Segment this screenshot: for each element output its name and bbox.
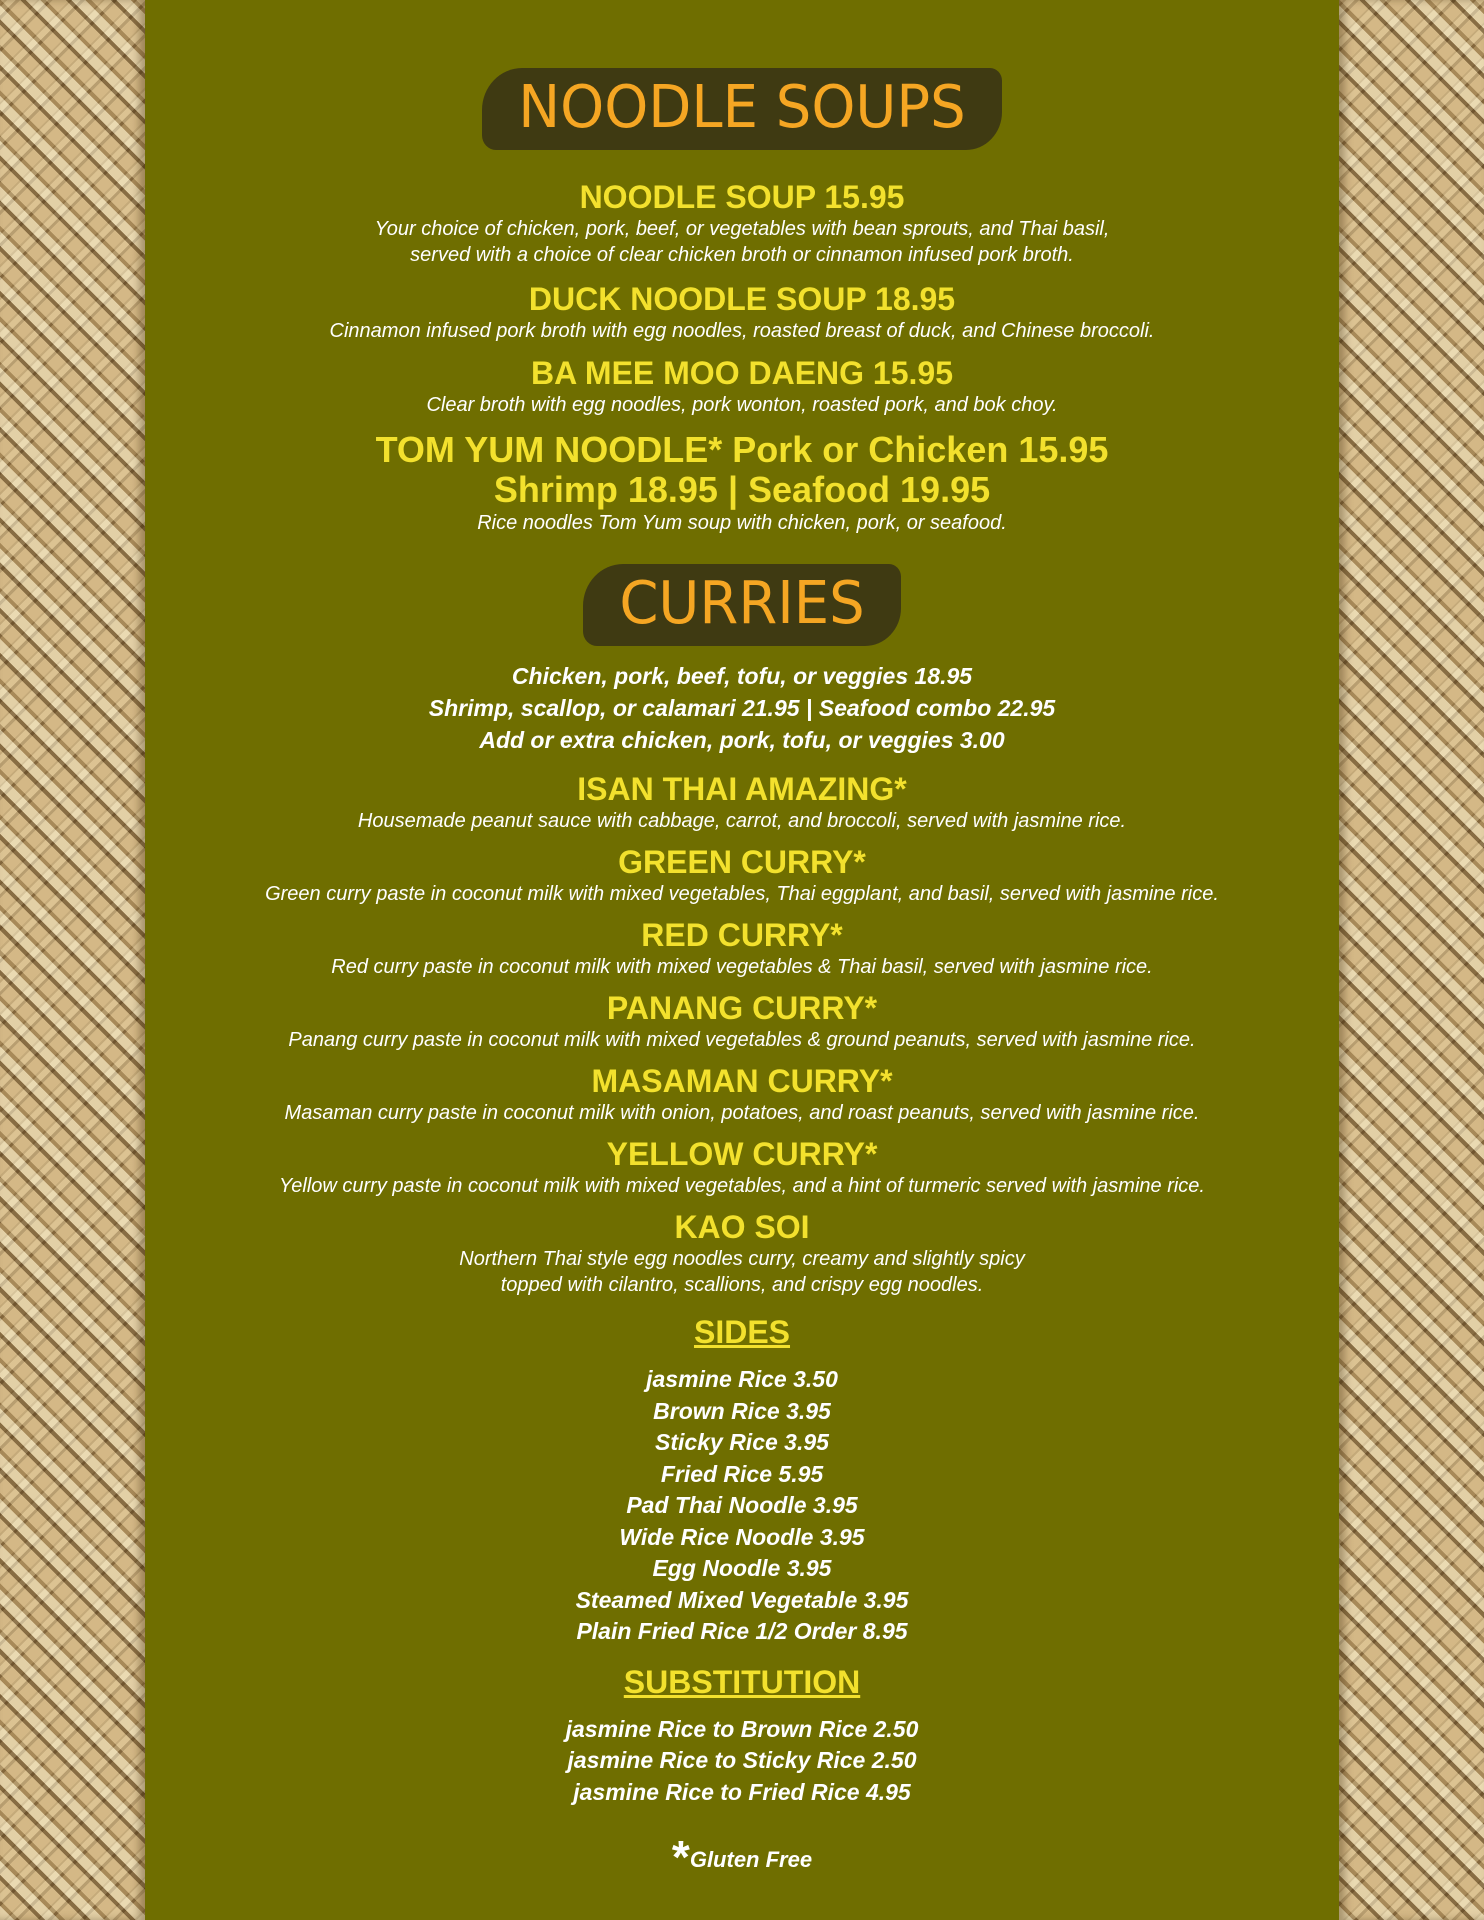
noodle-item (145, 430, 1339, 536)
curry-item-desc: Housemade peanut sauce with cabbage, carrot, and broccoli, served with jasmine rice. (357, 810, 1127, 832)
curry-item (145, 1135, 1339, 1199)
curry-item (145, 916, 1339, 980)
curry-item-desc: Green curry paste in coconut milk with mixed vegetables, Thai eggplant, and basil, served with jasmine rice. (265, 883, 1219, 905)
curry-item (145, 989, 1339, 1053)
list-item: Brown Rice 3.95 (653, 1397, 831, 1424)
noodle-item-desc: Rice noodles Tom Yum soup with chicken, pork, or seafood. (477, 512, 1007, 534)
woven-border-right (1339, 0, 1484, 1920)
woven-border-left (0, 0, 145, 1920)
curry-item-desc: Masaman curry paste in coconut milk with onion, potatoes, and roast peanuts, served with jasmine rice. (284, 1102, 1200, 1124)
gluten-free-label: Gluten Free (689, 1847, 813, 1872)
noodle-soups-heading: NOODLE SOUPS (482, 68, 1001, 150)
list-item: Wide Rice Noodle 3.95 (619, 1523, 865, 1550)
list-item: Steamed Mixed Vegetable 3.95 (575, 1586, 909, 1613)
list-item: jasmine Rice to Sticky Rice 2.50 (567, 1747, 917, 1773)
curry-item-title: PANANG CURRY* (606, 990, 878, 1026)
substitution-heading: SUBSTITUTION (623, 1663, 861, 1700)
curry-item-title: ISAN THAI AMAZING* (577, 771, 907, 807)
curry-item (145, 770, 1339, 834)
menu-content (145, 0, 1339, 1884)
curry-item-title: KAO SOI (674, 1209, 810, 1245)
curry-item-desc: Panang curry paste in coconut milk with mixed vegetables & ground peanuts, served with jasmine rice. (288, 1029, 1196, 1051)
noodle-item-title: BA MEE MOO DAENG 15.95 (530, 355, 953, 391)
curry-item (145, 1062, 1339, 1126)
curries-price-line: Add or extra chicken, pork, tofu, or veggies 3.00 (479, 727, 1005, 753)
curry-item-title: RED CURRY* (641, 917, 843, 953)
substitution-list (145, 1714, 1339, 1809)
list-item: Plain Fried Rice 1/2 Order 8.95 (576, 1618, 908, 1644)
noodle-item-desc: served with a choice of clear chicken broth or cinnamon infused pork broth. (410, 244, 1074, 266)
curry-item-title: MASAMAN CURRY* (591, 1063, 893, 1099)
noodle-item-title: DUCK NOODLE SOUP 18.95 (528, 281, 956, 317)
noodle-item (145, 178, 1339, 268)
curry-item-title: YELLOW CURRY* (606, 1136, 878, 1172)
noodle-item-desc: Your choice of chicken, pork, beef, or vegetables with bean sprouts, and Thai basil, (374, 218, 1110, 240)
noodle-item (145, 354, 1339, 418)
curries-price-line: Shrimp, scallop, or calamari 21.95 | Seafood combo 22.95 (428, 695, 1056, 721)
curry-item-desc: Yellow curry paste in coconut milk with mixed vegetables, and a hint of turmeric served with jasmine rice. (279, 1175, 1205, 1197)
gluten-free-note (145, 1830, 1339, 1884)
curry-item-title: GREEN CURRY* (618, 844, 866, 880)
sides-list (145, 1364, 1339, 1648)
curry-item-desc: Northern Thai style egg noodles curry, creamy and slightly spicy (459, 1248, 1025, 1270)
list-item: Sticky Rice 3.95 (655, 1429, 829, 1455)
list-item: jasmine Rice to Brown Rice 2.50 (565, 1715, 919, 1742)
curry-item (145, 1208, 1339, 1298)
list-item: jasmine Rice to Fried Rice 4.95 (573, 1778, 911, 1805)
list-item: Pad Thai Noodle 3.95 (626, 1492, 858, 1518)
list-item: Fried Rice 5.95 (660, 1460, 824, 1487)
noodle-item (145, 280, 1339, 344)
curry-item (145, 843, 1339, 907)
curries-heading: CURRIES (583, 564, 900, 646)
list-item: Egg Noodle 3.95 (652, 1555, 832, 1581)
noodle-item-title: NOODLE SOUP 15.95 (579, 179, 905, 215)
curry-item-desc: Red curry paste in coconut milk with mixed vegetables & Thai basil, served with jasmine rice. (331, 956, 1153, 978)
curries-price-line: Chicken, pork, beef, tofu, or veggies 18.95 (511, 663, 973, 689)
asterisk-icon: * (671, 1831, 690, 1883)
curry-item-desc: topped with cilantro, scallions, and crispy egg noodles. (500, 1274, 984, 1296)
list-item: jasmine Rice 3.50 (646, 1366, 838, 1392)
noodle-item-desc: Clear broth with egg noodles, pork wonton, roasted pork, and bok choy. (426, 394, 1058, 416)
noodle-item-title: TOM YUM NOODLE* Pork or Chicken 15.95 (375, 429, 1109, 470)
sides-heading: SIDES (693, 1314, 791, 1350)
noodle-item-title-line2: Shrimp 18.95 | Seafood 19.95 (493, 469, 991, 510)
noodle-item-desc: Cinnamon infused pork broth with egg noodles, roasted breast of duck, and Chinese broccoli. (329, 320, 1155, 342)
